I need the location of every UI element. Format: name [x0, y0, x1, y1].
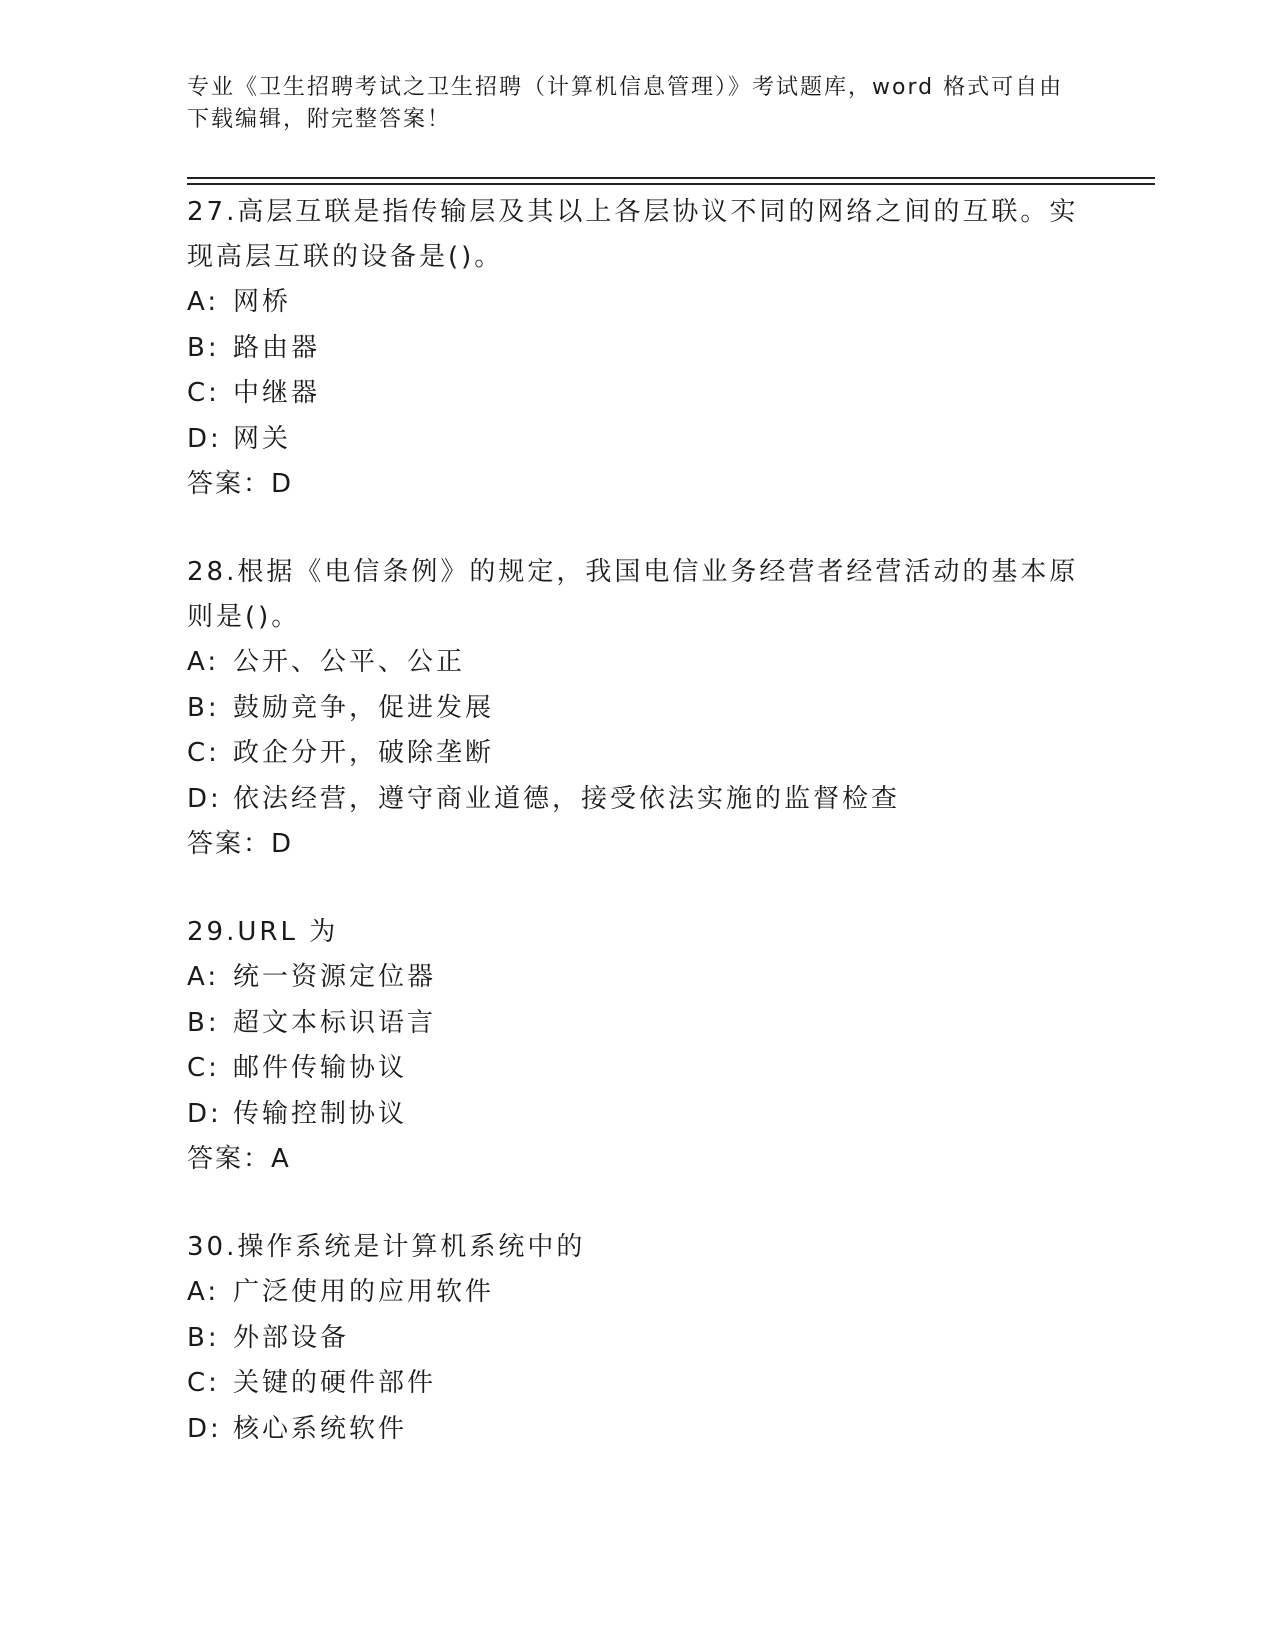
answer-line: 答案：D: [187, 829, 294, 859]
answer-line: 答案：A: [187, 1144, 291, 1174]
option-letter: A:: [187, 287, 220, 317]
question-stem: 27.高层互联是指传输层及其以上各层协议不同的网络之间的互联。实现高层互联的设备是()。: [187, 197, 1079, 272]
question-list: [187, 190, 1087, 1495]
option-text: 广泛使用的应用软件: [233, 1277, 495, 1307]
question-27: [187, 190, 1087, 507]
question-stem: 29.URL 为: [187, 917, 339, 947]
option-text: 网桥: [233, 287, 292, 317]
option-text: 鼓励竞争，促进发展: [233, 692, 495, 723]
option-letter: C:: [187, 378, 220, 408]
option-letter: C:: [187, 738, 220, 768]
header-divider-top: [187, 177, 1155, 179]
option-text: 路由器: [233, 332, 321, 363]
question-30: [187, 1225, 1087, 1452]
option-text: 中继器: [233, 378, 321, 408]
option-letter: D:: [187, 423, 222, 454]
option-text: 政企分开，破除垄断: [233, 738, 495, 768]
question-stem: 30.操作系统是计算机系统中的: [187, 1232, 586, 1262]
option-letter: A:: [187, 962, 220, 992]
option-letter: B:: [187, 692, 220, 723]
option-text: 邮件传输协议: [233, 1053, 408, 1083]
option-letter: A:: [187, 1277, 220, 1307]
option-a: [187, 280, 1087, 326]
option-letter: D:: [187, 1413, 222, 1444]
header-divider-bottom: [187, 183, 1155, 185]
option-text: 公开、公平、公正: [233, 647, 466, 677]
option-a: [187, 1270, 1087, 1316]
option-letter: C:: [187, 1368, 220, 1398]
question-stem: 28.根据《电信条例》的规定，我国电信业务经营者经营活动的基本原则是()。: [187, 557, 1079, 632]
option-text: 统一资源定位器: [233, 962, 437, 992]
option-text: 关键的硬件部件: [233, 1368, 437, 1398]
option-d: [187, 777, 1087, 823]
option-text: 传输控制协议: [233, 1098, 408, 1129]
option-letter: D:: [187, 783, 222, 814]
option-a: [187, 955, 1087, 1001]
option-c: [187, 1361, 1087, 1407]
question-29: [187, 910, 1087, 1182]
option-b: [187, 1316, 1087, 1362]
option-letter: A:: [187, 647, 220, 677]
option-text: 超文本标识语言: [233, 1007, 437, 1038]
option-letter: D:: [187, 1098, 222, 1129]
option-text: 核心系统软件: [233, 1413, 408, 1444]
document-header: 专业《卫生招聘考试之卫生招聘（计算机信息管理）》考试题库，word 格式可自由下载编辑，附完整答案！: [187, 75, 1064, 132]
option-text: 依法经营，遵守商业道德，接受依法实施的监督检查: [233, 783, 901, 814]
option-letter: B:: [187, 332, 220, 363]
question-28: [187, 550, 1087, 867]
option-text: 网关: [233, 423, 292, 454]
option-d: [187, 1407, 1087, 1453]
option-c: [187, 1046, 1087, 1092]
option-text: 外部设备: [233, 1322, 350, 1353]
option-d: [187, 417, 1087, 463]
option-b: [187, 686, 1087, 732]
option-a: [187, 640, 1087, 686]
option-letter: B:: [187, 1007, 220, 1038]
option-b: [187, 1001, 1087, 1047]
option-letter: B:: [187, 1322, 220, 1353]
answer-line: 答案：D: [187, 469, 294, 499]
option-c: [187, 371, 1087, 417]
option-letter: C:: [187, 1053, 220, 1083]
option-b: [187, 326, 1087, 372]
option-d: [187, 1092, 1087, 1138]
option-c: [187, 731, 1087, 777]
